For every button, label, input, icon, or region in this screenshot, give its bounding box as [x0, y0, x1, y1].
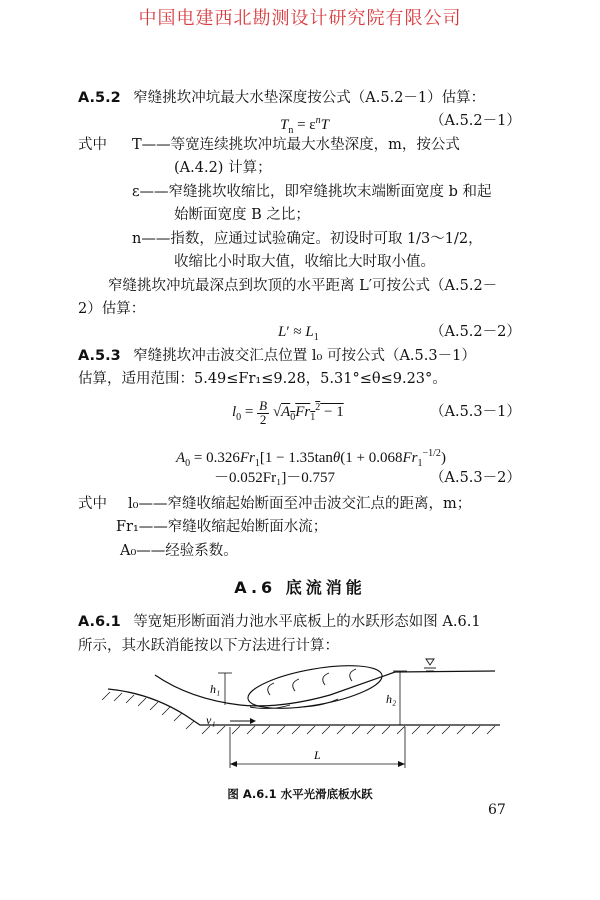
hydraulic-jump-figure — [100, 655, 500, 780]
formula-a53-1: $l_0 = \frac{B}{2} √A_0Fr_1^2 - 1$ — [232, 397, 344, 427]
def-l0: l₀——窄缝收缩起始断面至冲击波交汇点的距离，m； — [128, 496, 472, 512]
clause-text-line2: 估算，适用范围：5.49≤Fr₁≤9.28，5.31°≤θ≤9.23°。 — [78, 371, 447, 387]
page-number: 67 — [488, 802, 506, 818]
formula-a53-2-line1: $A_0 = 0.326Fr_1[1 - 1.35\tan\theta(1 + 0.068Fr_1^{-1/2})$ — [176, 448, 446, 469]
label-h2: h₂ — [386, 692, 397, 706]
clause-number: A.6.1 — [78, 614, 121, 630]
clause-text: 等宽矩形断面消力池水平底板上的水跃形态如图 A.6.1 — [133, 614, 481, 630]
equation-number: （A.5.2－2） — [430, 324, 521, 340]
def-eps-line2: 始断面宽度 B 之比； — [174, 207, 310, 223]
clause-text-line2: 所示，其水跃消能按以下方法进行计算： — [78, 638, 339, 654]
clause-text: 窄缝挑坎冲坑最大水垫深度按公式（A.5.2－1）估算： — [133, 90, 486, 106]
label-L: L — [314, 748, 321, 762]
label-v1: v₁ — [206, 713, 216, 727]
formula-a52-2: $L' \approx L_1$ — [278, 324, 319, 343]
def-T-line1: T——等宽连续挑坎冲坑最大水垫深度，m，按公式 — [132, 137, 460, 153]
formula-a53-2-line2: －0.052Fr₁]－0.757 — [214, 470, 336, 486]
where-label: 式中 — [78, 496, 107, 512]
section-title: A.6 底流消能 — [234, 578, 366, 597]
clause-a61 — [78, 612, 481, 632]
equation-number: （A.5.2－1） — [430, 113, 521, 129]
def-n-line2: 收缩比小时取大值，收缩比大时取小值。 — [174, 254, 435, 270]
figure-caption: 图 A.6.1 水平光滑底板水跃 — [227, 787, 373, 801]
clause-number: A.5.2 — [78, 90, 121, 106]
def-Fr1: Fr₁——窄缝收缩起始断面水流； — [116, 519, 328, 535]
watermark: 中国电建西北勘测设计研究院有限公司 — [138, 8, 462, 29]
clause-a53 — [78, 346, 476, 366]
def-n-line1: n——指数，应通过试验确定。初设时可取 1/3～1/2， — [132, 231, 483, 247]
para-line2: 2）估算： — [78, 301, 146, 317]
clause-a52 — [78, 88, 485, 108]
label-h1: h₁ — [210, 682, 221, 696]
clause-text: 窄缝挑坎冲击波交汇点位置 l₀ 可按公式（A.5.3－1） — [133, 348, 476, 364]
def-eps-line1: ε——窄缝挑坎收缩比，即窄缝挑坎末端断面宽度 b 和起 — [132, 184, 492, 200]
para-line1: 窄缝挑坎冲坑最深点到坎顶的水平距离 L′可按公式（A.5.2－ — [108, 278, 498, 294]
formula-a52-1: $T_n = \varepsilon^nT$ — [280, 115, 329, 136]
def-A0: A₀——经验系数。 — [120, 543, 238, 559]
equation-number: （A.5.3－2） — [430, 470, 521, 486]
equation-number: （A.5.3－1） — [430, 404, 521, 420]
where-label: 式中 — [78, 137, 107, 153]
def-T-line2: (A.4.2) 计算； — [174, 160, 272, 176]
clause-number: A.5.3 — [78, 348, 121, 364]
